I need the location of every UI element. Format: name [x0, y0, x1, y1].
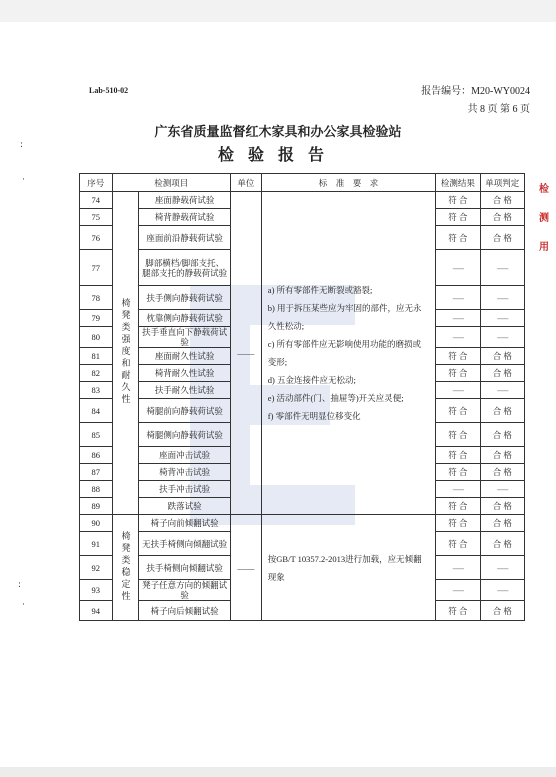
test-item: 座面冲击试验 [139, 447, 231, 464]
test-result: 符 合 [436, 447, 480, 464]
requirement-line: d) 五金连接件应无松动; [267, 375, 356, 385]
judgement: 合 格 [480, 464, 524, 481]
test-result: 符 合 [436, 532, 480, 556]
test-item: 无扶手椅侧向倾翻试验 [139, 532, 231, 556]
judgement: ------ [480, 250, 524, 286]
requirement-line: c) 所有零部件应无影响使用功能的磨损或变形; [267, 339, 422, 367]
row-number: 75 [80, 209, 113, 226]
seal-stamp [539, 180, 556, 260]
col-header-seq: 序号 [80, 174, 113, 192]
row-number: 87 [80, 464, 113, 481]
seal-char: 测 [539, 213, 549, 224]
test-item: 椅背耐久性试验 [139, 365, 231, 382]
judgement: ------ [480, 327, 524, 348]
judgement: 合 格 [480, 209, 524, 226]
col-header-result: 检测结果 [436, 174, 480, 192]
row-number: 80 [80, 327, 113, 348]
row-number: 89 [80, 498, 113, 515]
row-number: 83 [80, 382, 113, 399]
test-result: ------ [436, 580, 480, 601]
table-header-row [80, 174, 525, 192]
test-item: 凳子任意方向的倾翻试验 [139, 580, 231, 601]
test-result: 符 合 [436, 423, 480, 447]
judgement: 合 格 [480, 447, 524, 464]
test-item: 座面前沿静载荷试验 [139, 226, 231, 250]
test-item: 枕靠侧向静载荷试验 [139, 310, 231, 327]
judgement: 合 格 [480, 601, 524, 621]
seal-char: 用 [539, 242, 549, 253]
inspection-table [79, 173, 525, 621]
judgement: 合 格 [480, 348, 524, 365]
test-result: ------ [436, 382, 480, 399]
seal-char: 检 [539, 184, 549, 195]
row-number: 94 [80, 601, 113, 621]
judgement: 合 格 [480, 532, 524, 556]
lab-code: Lab-510-02 [89, 86, 129, 95]
judgement: ------ [480, 580, 524, 601]
row-number: 74 [80, 192, 113, 209]
test-item: 椅腿前向静载荷试验 [139, 399, 231, 423]
scan-top-edge [0, 0, 556, 22]
row-number: 81 [80, 348, 113, 365]
category-cell [112, 192, 139, 515]
row-number: 85 [80, 423, 113, 447]
test-result: 符 合 [436, 464, 480, 481]
unit-cell: —— [230, 515, 261, 621]
judgement: 合 格 [480, 192, 524, 209]
col-header-item: 检测项目 [112, 174, 230, 192]
judgement: ------ [480, 556, 524, 580]
test-result: 符 合 [436, 399, 480, 423]
unit-cell: —— [230, 192, 261, 515]
test-item: 扶手耐久性试验 [139, 382, 231, 399]
test-result: 符 合 [436, 515, 480, 532]
requirement-line: f) 零部件无明显位移变化 [267, 411, 361, 421]
requirement-line: b) 用于拆压某些应为牢固的部件，应无永久性松动; [267, 303, 422, 331]
category-label: 椅凳类稳定性 [120, 530, 131, 603]
judgement: 合 格 [480, 515, 524, 532]
test-result: 符 合 [436, 192, 480, 209]
row-number: 86 [80, 447, 113, 464]
test-item: 跌落试验 [139, 498, 231, 515]
requirement-cell [261, 192, 435, 515]
test-item: 扶手垂直向下静载荷试验 [139, 327, 231, 348]
test-item: 脚部横档/脚部支托、腿部支托的静载荷试验 [139, 250, 231, 286]
page-info: 共 8 页 第 6 页 [467, 104, 530, 115]
row-number: 93 [80, 580, 113, 601]
organization-name: 广东省质量监督红木家具和办公家具检验站 [154, 125, 402, 140]
test-item: 扶手椅侧向倾翻试验 [139, 556, 231, 580]
col-header-requirement: 标 准 要 求 [261, 174, 435, 192]
row-number: 84 [80, 399, 113, 423]
requirement-cell [261, 515, 435, 621]
test-item: 扶手侧向静载荷试验 [139, 286, 231, 310]
requirement-line: a) 所有零部件无断裂或豁裂; [267, 285, 373, 295]
test-result: ------ [436, 481, 480, 498]
test-result: ------ [436, 250, 480, 286]
test-item: 椅背静载荷试验 [139, 209, 231, 226]
test-result: 符 合 [436, 365, 480, 382]
test-result: 符 合 [436, 226, 480, 250]
category-label: 椅凳类强度和耐久性 [120, 298, 131, 406]
scan-bottom-edge [0, 767, 556, 777]
row-number: 90 [80, 515, 113, 532]
judgement: 合 格 [480, 423, 524, 447]
judgement: 合 格 [480, 498, 524, 515]
test-result: ------ [436, 310, 480, 327]
row-number: 76 [80, 226, 113, 250]
test-result: ------ [436, 327, 480, 348]
test-item: 椅子向后倾翻试验 [139, 601, 231, 621]
test-item: 椅背冲击试验 [139, 464, 231, 481]
test-result: 符 合 [436, 209, 480, 226]
judgement: ------ [480, 310, 524, 327]
table-row [80, 515, 525, 532]
scan-mark: · [22, 600, 25, 610]
scan-mark: · [22, 175, 25, 185]
test-result: ------ [436, 556, 480, 580]
requirement-line: 按GB/T 10357.2-2013进行加载，应无倾翻现象 [267, 553, 422, 582]
scan-mark: : [20, 140, 24, 150]
report-number: 报告编号：M20-WY0024 [421, 86, 530, 97]
row-number: 79 [80, 310, 113, 327]
col-header-unit: 单位 [230, 174, 261, 192]
judgement: 合 格 [480, 365, 524, 382]
category-cell [112, 515, 139, 621]
row-number: 92 [80, 556, 113, 580]
test-result: ------ [436, 286, 480, 310]
page-title: 检验报告 [217, 145, 338, 164]
table-row [80, 192, 525, 209]
test-item: 椅腿侧向静载荷试验 [139, 423, 231, 447]
scan-mark: : [18, 580, 22, 590]
col-header-judgement: 单项判定 [480, 174, 524, 192]
judgement: 合 格 [480, 226, 524, 250]
row-number: 77 [80, 250, 113, 286]
test-item: 座面静载荷试验 [139, 192, 231, 209]
requirement-line: e) 活动部件(门、抽屉等)开关应灵便; [267, 393, 404, 403]
test-result: 符 合 [436, 348, 480, 365]
row-number: 88 [80, 481, 113, 498]
judgement: 合 格 [480, 399, 524, 423]
test-item: 座面耐久性试验 [139, 348, 231, 365]
row-number: 91 [80, 532, 113, 556]
judgement: ------ [480, 481, 524, 498]
judgement: ------ [480, 382, 524, 399]
row-number: 82 [80, 365, 113, 382]
test-item: 椅子向前倾翻试验 [139, 515, 231, 532]
row-number: 78 [80, 286, 113, 310]
test-result: 符 合 [436, 601, 480, 621]
judgement: ------ [480, 286, 524, 310]
test-result: 符 合 [436, 498, 480, 515]
test-item: 扶手冲击试验 [139, 481, 231, 498]
